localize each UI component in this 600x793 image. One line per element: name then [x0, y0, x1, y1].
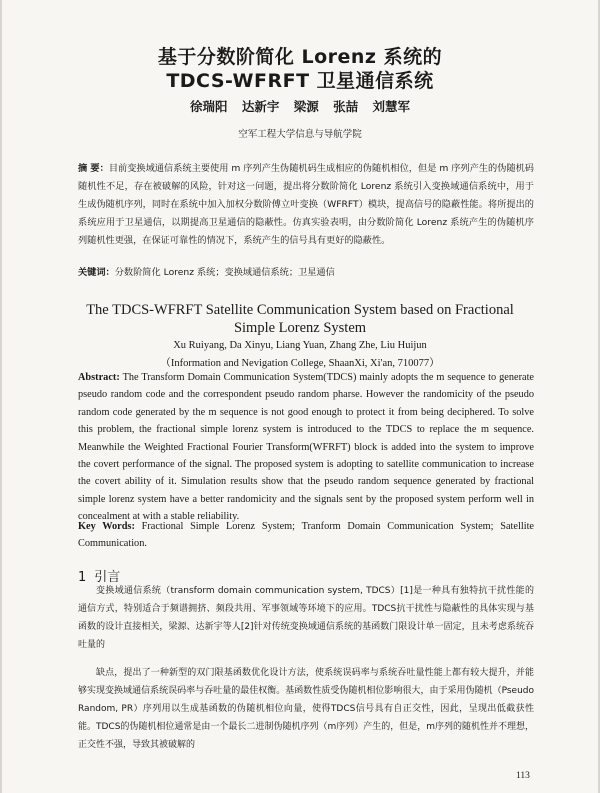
- abstract-en-label: Abstract:: [78, 372, 120, 383]
- title-cn-line2: TDCS-WFRFT 卫星通信系统: [166, 70, 434, 92]
- title-en-line1: The TDCS-WFRFT Satellite Communication System based on Fractional: [86, 302, 514, 318]
- section-number: 1: [78, 570, 87, 585]
- abstract-cn-label: 摘 要：: [78, 163, 109, 174]
- affiliation-en: （Information and Nevigation College, ShaanXi, Xi'an, 710077）: [160, 358, 440, 369]
- keywords-en-text: Fractional Simple Lorenz System; Tranform Domain Communication System; Satellite Communication.: [78, 521, 534, 550]
- abstract-en-text: The Transform Domain Communication System(TDCS) mainly adopts the m sequence to generate pseudo random code and the correspondent pseudo random pharse. However the randomicity of the pseudo random code generated by the m sequence is not good enough to protect it from being deciphered. To solve this problem, the fractional simple lorenz system is introduced to the TDCS to replace the m sequence. Meanwhile the Weighted Fractional Fourier Transform(WFRFT) block is added into the system to improve the covert performance of the signal. The proposed system is adopting to satellite communication to increase the covert ability of it. Simulation results show that the pseudo random sequence generated by fractional simple lorenz system have a better randomicity and the signals sent by the proposed system perform well in concealment at with a stable reliability.: [78, 372, 535, 523]
- abstract-cn: [78, 160, 534, 250]
- abstract-en: [78, 369, 534, 526]
- keywords-en-label: Key Words:: [78, 521, 135, 532]
- body-paragraph-2: [78, 664, 534, 754]
- body-paragraph-2-text: 缺点，提出了一种新型的双门限基函数优化设计方法，使系统误码率与系统吞吐量性能上都有较大提升，并能够实现变换域通信系统误码率与吞吐量的最佳权衡。基函数性质受伪随机相位影响很大，由于采用伪随机（Pseudo Random, PR）序列用以生成基函数的伪随机相位向量，使得TDCS信号具有自正交性，因此，呈现出低截获性能。TDCS的伪随机相位通常是由一个最长二进制伪随机序列（m序列）产生的，但是，m序列的随机性并不理想，正交性不强，导致其被破解的: [78, 668, 534, 750]
- authors-cn: 徐瑞阳 达新宇 梁源 张喆 刘慧军: [190, 99, 410, 114]
- abstract-cn-text: 目前变换域通信系统主要使用 m 序列产生伪随机码生成相应的伪随机相位，但是 m 序列产生的伪随机码随机性不足，存在被破解的风险，针对这一问题，提出将分数阶简化 Lorenz 系统引入变换域通信系统中，用于生成伪随机序列，同时在系统中加入加权分数阶傅立叶变换（WFRFT）模块，提高信号的隐蔽性能。将所提出的系统应用于卫星通信，以期提高卫星通信的隐蔽性。仿真实验表明，由分数阶简化 Lorenz 系统产生的伪随机序列随机性更强，在保证可靠性的情况下，系统产生的信号具有更好的隐蔽性。: [78, 163, 534, 246]
- title-cn-line1: 基于分数阶简化 Lorenz 系统的: [157, 46, 443, 68]
- keywords-cn-text: 分数阶简化 Lorenz 系统；变换域通信系统；卫星通信: [114, 267, 335, 278]
- page-number: 113: [516, 771, 530, 781]
- affiliation-cn: 空军工程大学信息与导航学院: [238, 129, 362, 140]
- authors-en: Xu Ruiyang, Da Xinyu, Liang Yuan, Zhang Zhe, Liu Huijun: [173, 340, 427, 351]
- keywords-cn-label: 关键词：: [78, 267, 115, 278]
- body-paragraph-1-text: 变换域通信系统（transform domain communication system, TDCS）[1]是一种具有独特抗干扰性能的通信方式，特别适合于频谱拥挤、频段共用、军事领域等环境下的应用。TDCS抗干扰性与隐蔽性的具体实现与基函数的设计直接相关，梁源、达新宇等人[2]针对传统变换域通信系统的基函数门限设计单一固定，且未考虑系统吞吐量的: [78, 586, 534, 650]
- section-title: 引言: [94, 570, 121, 585]
- keywords-en: [78, 518, 534, 553]
- title-en-line2: Simple Lorenz System: [233, 320, 367, 336]
- page-left-edge: [0, 0, 2, 793]
- keywords-cn: [78, 264, 534, 282]
- body-paragraph-1: [78, 582, 534, 654]
